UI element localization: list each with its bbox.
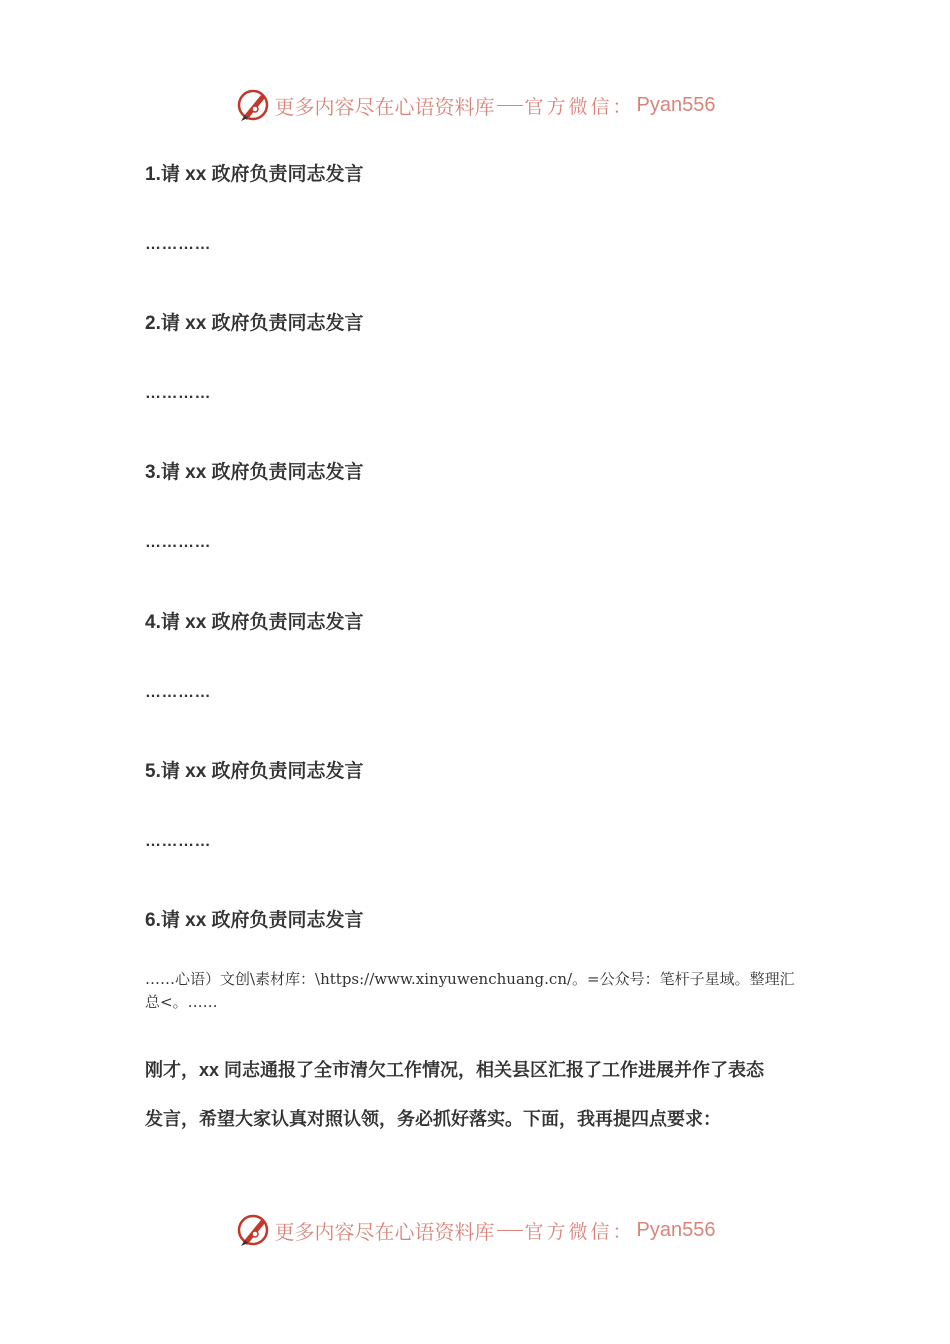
item-ellipsis-5: …………	[145, 833, 211, 850]
watermark-text	[145, 968, 810, 1014]
item-heading-4: 4.请 xx 政府负责同志发言	[145, 612, 364, 633]
header-banner	[0, 85, 950, 125]
banner-dash	[497, 1230, 523, 1231]
watermark-line-2: 总<。……	[145, 993, 218, 1011]
item-heading-1: 1.请 xx 政府负责同志发言	[145, 164, 364, 185]
watermark-line-1: ……心语）文创\素材库：\https://www.xinyuwenchuang.cn/。=公众号：笔杆子星域。整理汇	[145, 970, 795, 988]
item-ellipsis-1: …………	[145, 236, 211, 253]
pen-logo-icon	[235, 1212, 271, 1248]
banner-official-label: 官方微信：	[524, 1220, 635, 1243]
banner-wechat-id: Pyan556	[636, 93, 716, 116]
item-ellipsis-2: …………	[145, 385, 211, 402]
banner-title: 更多内容尽在心语资料库	[274, 94, 495, 119]
body-line-1: 刚才，xx 同志通报了全市清欠工作情况，相关县区汇报了工作进展并作了表态	[145, 1060, 765, 1080]
item-ellipsis-4: …………	[145, 684, 211, 701]
banner-title: 更多内容尽在心语资料库	[274, 1219, 495, 1244]
pen-logo-icon	[235, 87, 271, 123]
body-line-2: 发言，希望大家认真对照认领，务必抓好落实。下面，我再提四点要求：	[145, 1109, 721, 1129]
footer-banner	[0, 1210, 950, 1250]
banner-official-label: 官方微信：	[524, 95, 635, 118]
item-heading-6: 6.请 xx 政府负责同志发言	[145, 910, 364, 931]
item-ellipsis-3: …………	[145, 534, 211, 551]
banner-wechat-id: Pyan556	[636, 1218, 716, 1241]
item-heading-2: 2.请 xx 政府负责同志发言	[145, 313, 364, 334]
item-heading-3: 3.请 xx 政府负责同志发言	[145, 462, 364, 483]
banner-dash	[497, 105, 523, 106]
item-heading-5: 5.请 xx 政府负责同志发言	[145, 761, 364, 782]
